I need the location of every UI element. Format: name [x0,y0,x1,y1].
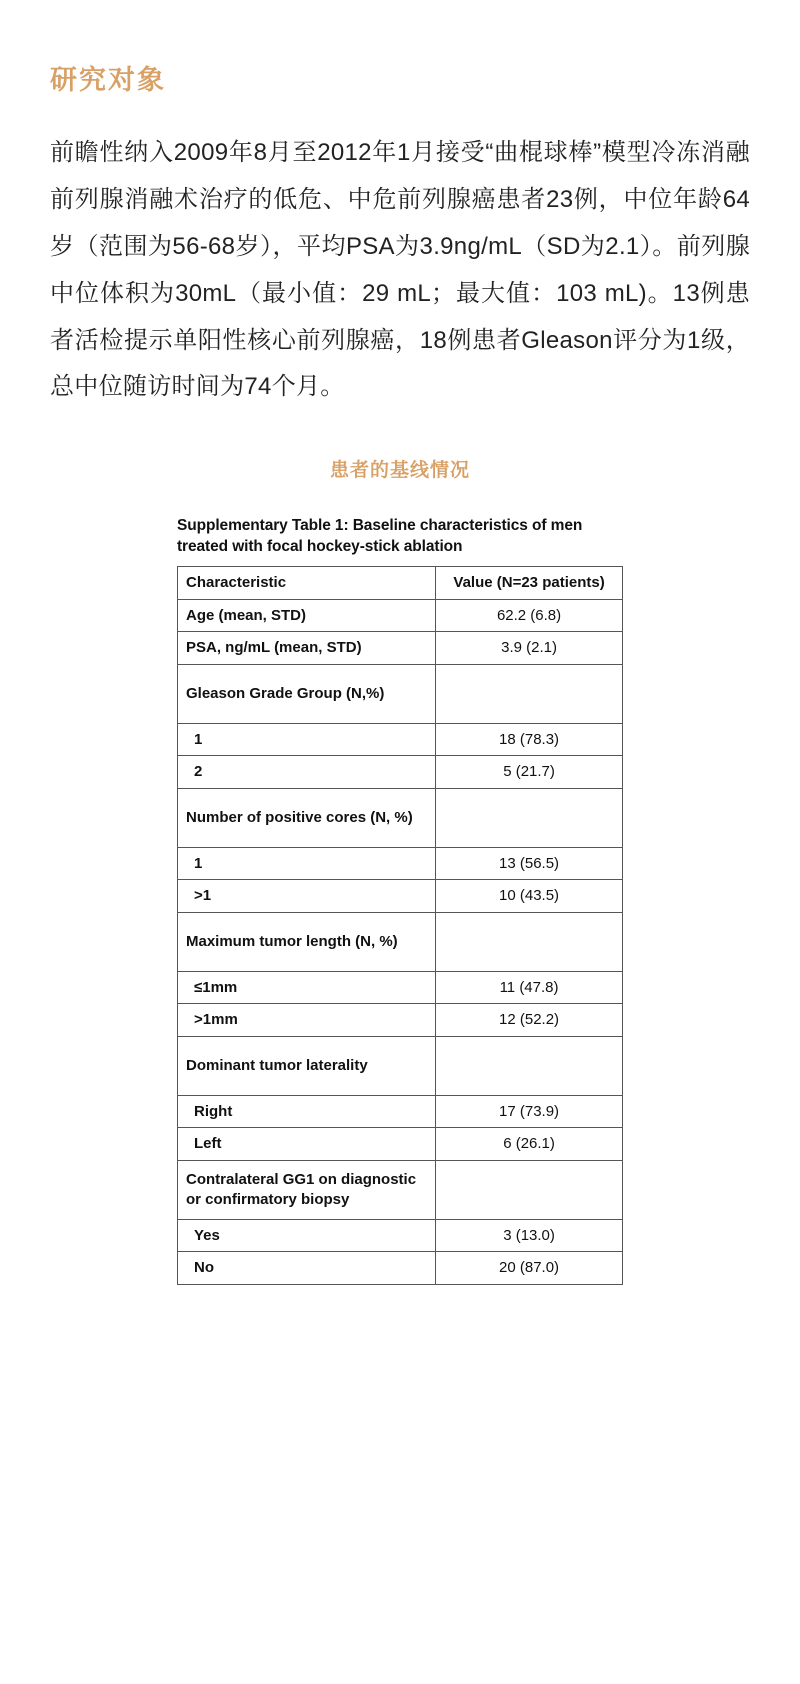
baseline-characteristics-figure [177,516,623,1284]
table-row [178,723,623,756]
table-row [178,880,623,913]
table-row [178,912,623,971]
table-cell-value [436,664,623,723]
table-row [178,1219,623,1252]
table-title: Supplementary Table 1: Baseline characteristics of men treated with focal hockey-stick ablation [177,517,583,556]
table-cell-value: 3 (13.0) [436,1219,623,1252]
table-cell-characteristic: Left [178,1128,436,1161]
table-row [178,756,623,789]
body-paragraph: 前瞻性纳入2009年8月至2012年1月接受“曲棍球棒”模型冷冻消融前列腺消融术治疗的低危、中危前列腺癌患者23例，中位年龄64岁（范围为56-68岁），平均PSA为3.9ng/mL（SD为2.1）。前列腺中位体积为30mL（最小值：29 mL；最大值：103 mL)。13例患者活检提示单阳性核心前列腺癌，18例患者Gleason评分为1级，总中位随访时间为74个月。 [50,139,750,401]
table-cell-value [436,1036,623,1095]
table-row [178,1095,623,1128]
table-cell-characteristic: Contralateral GG1 on diagnostic or confirmatory biopsy [178,1160,436,1219]
figure-caption: 患者的基线情况 [329,460,470,482]
table-row [178,664,623,723]
table-body [178,599,623,1284]
table-cell-value [436,788,623,847]
table-cell-value: 10 (43.5) [436,880,623,913]
table-cell-value: 11 (47.8) [436,971,623,1004]
table-cell-characteristic: >1 [178,880,436,913]
table-row [178,599,623,632]
table-cell-characteristic: >1mm [178,1004,436,1037]
table-cell-characteristic: Number of positive cores (N, %) [178,788,436,847]
table-cell-value: 3.9 (2.1) [436,632,623,665]
table-header-row [178,567,623,600]
table-cell-characteristic: ≤1mm [178,971,436,1004]
baseline-table [177,566,623,1285]
table-row [178,847,623,880]
table-row [178,1128,623,1161]
table-row [178,1252,623,1285]
table-cell-characteristic: Maximum tumor length (N, %) [178,912,436,971]
table-cell-value: 62.2 (6.8) [436,599,623,632]
table-cell-value [436,1160,623,1219]
table-cell-characteristic: 1 [178,847,436,880]
page-title: 研究对象 [50,65,166,95]
table-cell-characteristic: Right [178,1095,436,1128]
table-row [178,971,623,1004]
table-cell-characteristic: PSA, ng/mL (mean, STD) [178,632,436,665]
table-cell-value [436,912,623,971]
table-cell-characteristic: Yes [178,1219,436,1252]
table-cell-value: 5 (21.7) [436,756,623,789]
table-row [178,1160,623,1219]
table-cell-characteristic: Age (mean, STD) [178,599,436,632]
table-cell-characteristic: No [178,1252,436,1285]
table-cell-characteristic: Gleason Grade Group (N,%) [178,664,436,723]
table-cell-value: 6 (26.1) [436,1128,623,1161]
table-cell-characteristic: 2 [178,756,436,789]
table-cell-value: 17 (73.9) [436,1095,623,1128]
column-header-value: Value (N=23 patients) [436,567,623,600]
table-cell-characteristic: Dominant tumor laterality [178,1036,436,1095]
table-row [178,632,623,665]
column-header-characteristic: Characteristic [178,567,436,600]
table-row [178,1004,623,1037]
table-row [178,788,623,847]
table-cell-value: 12 (52.2) [436,1004,623,1037]
table-cell-value: 20 (87.0) [436,1252,623,1285]
table-cell-value: 13 (56.5) [436,847,623,880]
table-cell-characteristic: 1 [178,723,436,756]
table-cell-value: 18 (78.3) [436,723,623,756]
table-row [178,1036,623,1095]
